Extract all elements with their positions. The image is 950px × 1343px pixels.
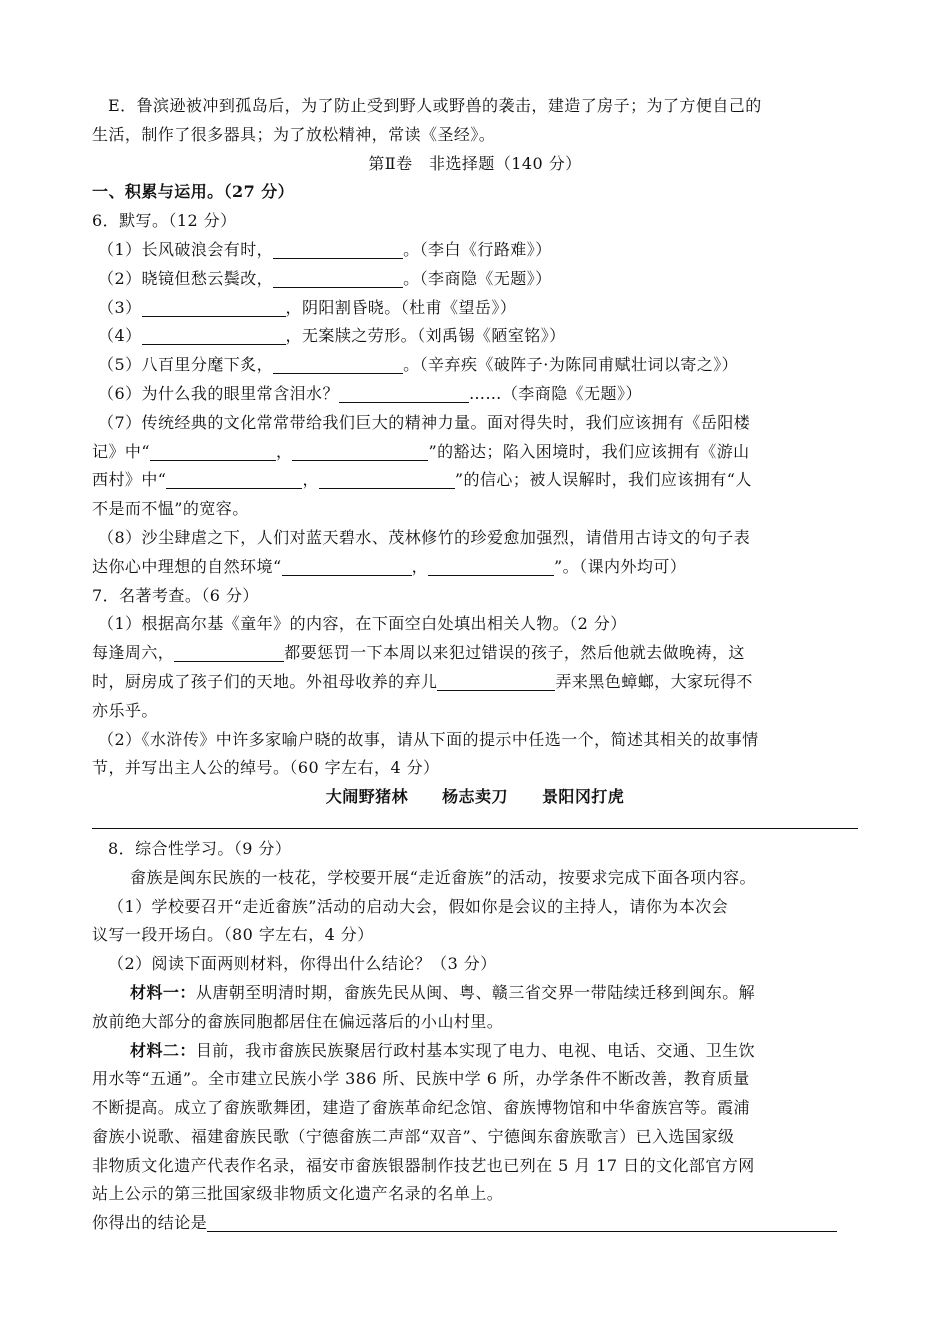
material-2-line6: 站上公示的第三批国家级非物质文化遗产名录的名单上。 (92, 1184, 504, 1204)
q7-item-2-line1: （2）《水浒传》中许多家喻户晓的故事，请从下面的提示中任选一个，简述其相关的故事情 (98, 729, 759, 749)
material-1-line1: 材料一：从唐朝至明清时期，畲族先民从闽、粤、赣三省交界一带陆续迁移到闽东。解 (130, 982, 756, 1002)
q8-item-1-line1: （1）学校要召开“走近畲族”活动的启动大会，假如你是会议的主持人，请你为本次会 (108, 896, 729, 916)
story-option-3: 景阳冈打虎 (541, 787, 625, 807)
answer-blank[interactable] (142, 326, 286, 345)
q7-item-1-line3: 时，厨房成了孩子们的天地。外祖母收养的弃儿 弄来黑色蟑螂，大家玩得不 (92, 671, 753, 691)
material-2-line5: 非物质文化遗产代表作名录，福安市畲族银器制作技艺也已列在 5 月 17 日的文化部官方网 (92, 1155, 755, 1175)
q8-item-1-line2: 议写一段开场白。（80 字左右，4 分） (92, 925, 374, 945)
story-option-1: 大闹野猪林 (325, 787, 409, 807)
answer-blank[interactable] (150, 442, 276, 461)
q7-item-2-line2: 节，并写出主人公的绰号。（60 字左右，4 分） (92, 758, 440, 778)
q8-item-2: （2）阅读下面两则材料，你得出什么结论？（3 分） (108, 954, 497, 974)
answer-blank[interactable] (437, 672, 555, 691)
q8-intro: 畲族是闽东民族的一枝花，学校要开展“走近畲族”的活动，按要求完成下面各项内容。 (130, 867, 756, 887)
story-options (92, 783, 858, 812)
volume-heading: 第Ⅱ卷 非选择题（140 分） (368, 153, 582, 173)
exam-page (92, 92, 858, 1238)
q6-item-8-line1: （8）沙尘肆虐之下，人们对蓝天碧水、茂林修竹的珍爱愈加强烈，请借用古诗文的句子表 (98, 527, 751, 547)
answer-blank[interactable] (273, 269, 403, 288)
q6-item-7-line2: 记》中“ ， ”的豁达；陷入困境时，我们应该拥有《游山 (92, 441, 750, 461)
answer-blank[interactable] (292, 442, 428, 461)
option-e-line1: E．鲁滨逊被冲到孤岛后，为了防止受到野人或野兽的袭击，建造了房子；为了方便自己的 (108, 96, 762, 115)
material-1-line2: 放前绝大部分的畲族同胞都居住在偏远落后的小山村里。 (92, 1011, 504, 1031)
question-6-heading: 6．默写。（12 分） (92, 211, 237, 231)
material-2-line2: 用水等“五通”。全市建立民族小学 386 所、民族中学 6 所，办学条件不断改善，教育质量 (92, 1069, 750, 1089)
answer-blank[interactable] (273, 240, 403, 259)
q7-item-1-line4: 亦乐乎。 (92, 700, 158, 720)
answer-blank[interactable] (273, 355, 403, 374)
answer-blank[interactable] (142, 298, 286, 317)
option-e-line2: 生活，制作了很多器具；为了放松精神，常读《圣经》。 (92, 124, 496, 144)
material-2-line3: 不断提高。成立了畲族歌舞团，建造了畲族革命纪念馆、畲族博物馆和中华畲族宫等。霞浦 (92, 1098, 751, 1118)
material-2-line4: 畲族小说歌、福建畲族民歌（宁德畲族二声部“双音”、宁德闽东畲族歌言）已入选国家级 (92, 1126, 735, 1146)
answer-line[interactable] (92, 828, 858, 829)
conclusion-line: 你得出的结论是 (92, 1209, 858, 1238)
q6-item-7-line1: （7）传统经典的文化常常带给我们巨大的精神力量。面对得失时，我们应该拥有《岳阳楼 (98, 412, 751, 432)
answer-blank[interactable] (282, 557, 412, 576)
q6-item-7-line4: 不是而不愠”的宽容。 (92, 499, 249, 519)
material-2-line1: 材料二：目前，我市畲族民族聚居行政村基本实现了电力、电视、电话、交通、卫生饮 (130, 1040, 756, 1060)
q6-item-6: （6）为什么我的眼里常含泪水？ ……（李商隐《无题》） (98, 383, 642, 403)
q6-item-2: （2）晓镜但愁云鬓改， 。（李商隐《无题》） (98, 268, 552, 288)
q6-item-1: （1）长风破浪会有时， 。（李白《行路难》） (98, 239, 552, 259)
q6-item-7-line3: 西村》中“ ， ”的信心；被人误解时，我们应该拥有“人 (92, 470, 752, 490)
q6-item-4: （4） ，无案牍之劳形。（刘禹锡《陋室铭》） (98, 326, 566, 346)
question-8-heading: 8．综合性学习。（9 分） (108, 838, 292, 858)
answer-blank[interactable] (319, 470, 455, 489)
answer-blank[interactable] (166, 470, 302, 489)
q7-item-1-line2: 每逢周六， 都要惩罚一下本周以来犯过错误的孩子，然后他就去做晚祷，这 (92, 643, 745, 663)
q6-item-8-line2: 达你心中理想的自然环境“ ， ”。（课内外均可） (92, 556, 687, 576)
story-option-2: 杨志卖刀 (442, 787, 508, 807)
section-heading: 一、积累与运用。（27 分） (92, 182, 295, 202)
question-7-heading: 7．名著考查。（6 分） (92, 585, 259, 605)
answer-blank[interactable] (207, 1213, 837, 1232)
answer-blank[interactable] (174, 643, 284, 662)
q6-item-3: （3） ，阴阳割昏晓。（杜甫《望岳》） (98, 297, 517, 317)
q7-item-1: （1）根据高尔基《童年》的内容，在下面空白处填出相关人物。（2 分） (98, 614, 627, 634)
q6-item-5: （5）八百里分麾下炙， 。（辛弃疾《破阵子·为陈同甫赋壮词以寄之》） (98, 355, 739, 375)
answer-blank[interactable] (428, 557, 554, 576)
answer-blank[interactable] (339, 384, 469, 403)
